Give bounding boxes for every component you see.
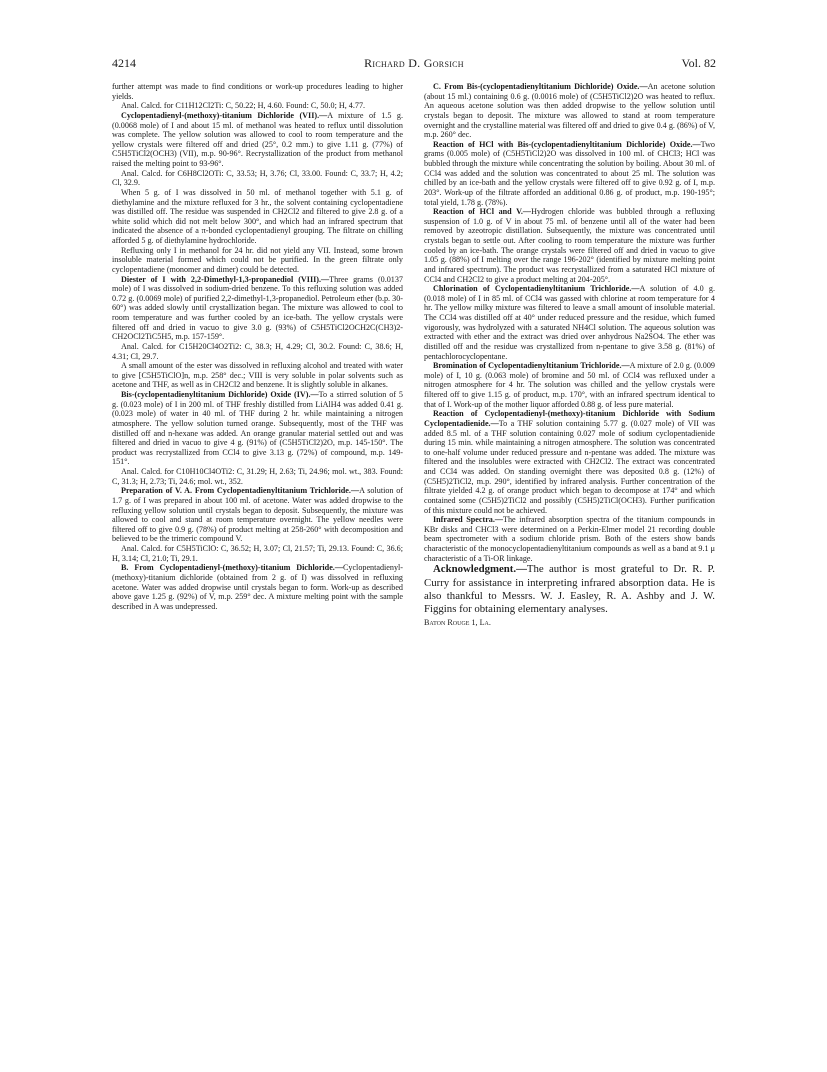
section-paragraph xyxy=(112,563,403,611)
section-body: An acetone solution (about 15 ml.) containing 0.6 g. (0.0016 mole) of (C5H5TiCl2)2O was heated to reflux. An aqueous acetone solution was then added dropwise to the yellow solution until crystals began to deposit. The mixture was allowed to stand at room temperature overnight and the crystalline material was filtered off and dried to give 0.4 g. (86%) of V, m.p. 260° dec. xyxy=(424,82,716,140)
section-paragraph xyxy=(112,275,403,342)
section-heading: Infrared Spectra.— xyxy=(433,515,504,525)
acknowledgment-body: The author is most grateful to Dr. R. P. Curry for assistance in interpreting infrared absorption data. He is also thankful to Messrs. W. J. Easley, R. A. Ashby and J. W. Figgins for obtaining elementary analyses. xyxy=(424,563,715,616)
section-heading: Bromination of Cyclopentadienyltitanium Trichloride.— xyxy=(433,361,630,371)
section-paragraph xyxy=(424,409,715,515)
analysis-paragraph: Anal. Calcd. for C10H10Cl4OTi2: C, 31.29; H, 2.63; Ti, 24.96; mol. wt., 383. Found: C, 31.3; H, 2.73; Ti, 24.6; mol. wt., 352. xyxy=(112,467,403,486)
volume-label: Vol. 82 xyxy=(681,56,716,70)
section-paragraph xyxy=(424,140,715,207)
section-heading: Reaction of HCl and V.— xyxy=(433,207,532,217)
analysis-paragraph: Anal. Calcd. for C6H8Cl2OTi: C, 33.53; H, 3.76; Cl, 33.00. Found: C, 33.7; H, 4.2; Cl, 32.9. xyxy=(112,168,403,188)
section-body: A mixture of 2.0 g. (0.009 mole) of I, 10 g. (0.063 mole) of bromine and 50 ml. of CCl4 was refluxed under a nitrogen atmosphere for 4 hr. The solution was chilled and the yellow crystals were filtered off to give 1.15 g. of product, m.p. 170°, with an infrared spectrum identical to that of I. Work-up of the mother liquor afforded 0.88 g. of less pure material. xyxy=(424,361,715,409)
acknowledgment xyxy=(424,563,715,616)
section-body: A solution of 1.7 g. of I was prepared in about 100 ml. of acetone. Water was added dropwise to the refluxing yellow solution until crystals began to deposit. Subsequently, the mixture was allowed to cool and stand at room temperature overnight. The yellow needles were filtered off to give 0.9 g. (78%) of product melting at 258-260° with decomposition and believed to be the trimeric compound V. xyxy=(112,486,404,544)
section-body: To a stirred solution of 5 g. (0.023 mole) of I in 200 ml. of THF freshly distilled from LiAlH4 was added 0.41 g. (0.023 mole) of water in 40 ml. of THF during 2 hr. while maintaining a nitrogen atmosphere. The yellow solution turned orange. Subsequently, most of the THF was distilled off and n-hexane was added. An orange granular material settled out and was filtered and dried in vacuo to give 4 g. (91%) of (C5H5TiCl2)2O, m.p. 145-150°. The product was recrystallized from CCl4 to give 3.13 g. (72%) of compound, m.p. 149-151°. xyxy=(112,390,403,467)
section-heading: B. From Cyclopentadienyl-(methoxy)-titanium Dichloride.— xyxy=(121,563,343,573)
section-paragraph xyxy=(112,390,403,467)
paragraph: further attempt was made to find conditions or work-up procedures leading to higher yields. xyxy=(112,82,403,101)
section-body: Three grams (0.0137 mole) of I was dissolved in sodium-dried benzene. To this refluxing solution was added 0.72 g. (0.0069 mole) of purified 2,2-dimethyl-1,3-propanediol. Petroleum ether (b.p. 30-60°) was added slowly until crystallization began. The mixture was allowed to cool to room temperature and was further cooled by an ice-bath. The yellow crystals were filtered off and dried in vacuo to give 3.0 g. (93%) of C5H5TiCl2OCH2C(CH3)2-CH2OCl2TiC5H5, m.p. 157-159°. xyxy=(112,274,403,342)
section-heading: C. From Bis-(cyclopentadienyltitanium Dichloride) Oxide.— xyxy=(433,82,648,91)
page-header xyxy=(112,56,716,70)
left-column xyxy=(112,82,403,611)
section-heading: Diester of I with 2,2-Dimethyl-1,3-propanediol (VIII).— xyxy=(121,274,330,284)
section-paragraph xyxy=(424,82,715,140)
section-paragraph xyxy=(424,207,715,284)
analysis-paragraph: Anal. Calcd. for C5H5TiClO: C, 36.52; H, 3.07; Cl, 21.57; Ti, 29.13. Found: C, 36.6; H, 3.14; Cl, 21.0; Ti, 29.1. xyxy=(112,544,403,563)
section-paragraph xyxy=(424,515,715,563)
section-body: A solution of 4.0 g. (0.018 mole) of I in 85 ml. of CCl4 was gassed with chlorine at room temperature for 4 hr. The yellow milky mixture was filtered to leave a small amount of insoluble material. The CCl4 was distilled off at 40° under reduced pressure and the residue, which fumed vigorously, was hydrolyzed with a saturated NH4Cl solution. The aqueous solution was extracted with ether and the extract was dried over anhydrous Na2SO4. The ether was distilled off and the residue was crystallized from n-pentane to give 3.58 g. (81%) of pentachlorocyclopentane. xyxy=(424,284,715,361)
paragraph: When 5 g. of I was dissolved in 50 ml. of methanol together with 5.1 g. of diethylamine and the mixture refluxed for 3 hr., the solvent containing cyclopentadiene was distilled off. The residue was suspended in CH2Cl2 and filtered to give 2.8 g. of a white solid which did not melt below 300°, and which had an infrared spectrum that indicated the absence of a π-bonded cyclopentadienyl grouping. The filtrate on chilling afforded 5 g. of diethylamine hydrochloride. xyxy=(112,187,403,245)
section-body: Hydrogen chloride was bubbled through a refluxing suspension of 1.0 g. of V in about 75 ml. of benzene until all of the water had been removed by azeotropic distillation. Subsequently, the mixture was concentrated until crystals began to settle out. After cooling to room temperature the mixture was further cooled by an ice-bath. The orange crystals were filtered off and dried in vacuo to give 1.05 g. (88%) of I melting over the range 196-202° (identified by mixture melting point and infrared spectrum). The product was recrystallized from a saturated HCl mixture of CCl4 and CH2Cl2 to give a product melting at 204-205°. xyxy=(424,207,715,284)
section-paragraph xyxy=(112,111,403,169)
section-paragraph xyxy=(112,486,403,544)
right-column xyxy=(424,82,715,629)
analysis-paragraph: Anal. Calcd. for C11H12Cl2Ti: C, 50.22; H, 4.60. Found: C, 50.0; H, 4.77. xyxy=(121,101,366,111)
paragraph: Refluxing only I in methanol for 24 hr. did not yield any VII. Instead, some brown insoluble material formed which could not be purified. In the green filtrate only cyclopentadiene (monomer and dimer) could be detected. xyxy=(112,245,403,274)
section-body: Cyclopentadienyl-(methoxy)-titanium dichloride (obtained from 2 g. of I) was dissolved in refluxing acetone. Water was added dropwise until crystals began to form. Work-up as described above gave 1.25 g. (92%) of V, m.p. 259° dec. A mixture melting point with the sample described in A was undepressed. xyxy=(112,563,403,611)
section-paragraph xyxy=(424,284,715,361)
section-paragraph xyxy=(424,361,715,409)
acknowledgment-heading: Acknowledgment.— xyxy=(433,563,527,576)
section-heading: Cyclopentadienyl-(methoxy)-titanium Dichloride (VII).— xyxy=(121,110,328,120)
section-body: The infrared absorption spectra of the titanium compounds in KBr disks and CHCl3 were determined on a Perkin-Elmer model 21 recording double beam spectrometer with a sodium chloride prism. Both of the esters show bands characteristic of the monocyclopentadienyltitanium compounds as well as a band at 9.1 μ characteristic of a Ti-OR linkage. xyxy=(424,515,715,563)
section-heading: Reaction of HCl with Bis-(cyclopentadienyltitanium Dichloride) Oxide.— xyxy=(433,139,701,149)
section-heading: Preparation of V. A. From Cyclopentadienyltitanium Trichloride.— xyxy=(121,486,360,496)
section-heading: Bis-(cyclopentadienyltitanium Dichloride) Oxide (IV).— xyxy=(121,390,319,399)
author-location: Baton Rouge 1, La. xyxy=(424,618,491,628)
section-heading: Reaction of Cyclopentadienyl-(methoxy)-titanium Dichloride with Sodium Cyclopentadienide.— xyxy=(424,409,715,428)
section-heading: Chlorination of Cyclopentadienyltitanium Trichloride.— xyxy=(433,284,640,294)
section-body: A mixture of 1.5 g. (0.0068 mole) of I and about 15 ml. of methanol was heated to reflux until dissolution was complete. The yellow solution was allowed to cool to room temperature and the yellow crystals were filtered off and dried (25°, 0.2 mm.) to give 1.11 g. (77%) of C5H5TiCl2(OCH3) (VII), m.p. 90-96°. Recrystallization of the product from methanol raised the melting point to 93-96°. xyxy=(112,110,403,168)
analysis-paragraph: Anal. Calcd. for C15H20Cl4O2Ti2: C, 38.3; H, 4.29; Cl, 30.2. Found: C, 38.6; H, 4.31; Cl, 29.7. xyxy=(112,341,403,361)
paragraph: A small amount of the ester was dissolved in refluxing alcohol and treated with water to give [C5H5TiClO]n, m.p. 258° dec.; VIII is very soluble in polar solvents such as acetone and THF, as well as in CH2Cl2 and benzene. It is slightly soluble in alkanes. xyxy=(112,361,403,390)
page-number: 4214 xyxy=(112,56,136,70)
section-body: To a THF solution containing 5.77 g. (0.027 mole) of VII was added 8.5 ml. of a THF solution containing 0.027 mole of sodium cyclopentadienide during 15 min. while maintaining a nitrogen atmosphere. The solution was concentrated to one-half volume under reduced pressure and n-pentane was added. The mixture was filtered and the insolubles were extracted with CH2Cl2. The extract was concentrated and CCl4 was added. On standing overnight there was deposited 0.8 g. (12%) of (C5H5)2TiCl2, m.p. 290°, identified by infrared analysis. Further concentration of the filtrate yielded 4.2 g. of orange product which began to decompose at 174° and which contained some (C5H5)2TiCl2 and possibly (C5H5)2TiCl(OCH3). Further purification of this mixture could not be achieved. xyxy=(424,418,715,515)
section-body: Two grams (0.005 mole) of (C5H5TiCl2)2O was dissolved in 100 ml. of CHCl3; HCl was bubbled through the mixture while concentrating the solution by boiling. About 30 ml. of CCl4 was added and the solution was concentrated to about 25 ml. The solution was chilled by an ice-bath and the yellow crystals were filtered off to give 0.92 g. of I, m.p. 203°. Work-up of the filtrate afforded an additional 0.86 g. of product, m.p. 190-195°; total yield, 1.78 g. (78%). xyxy=(424,139,715,207)
running-author: Richard D. Gorsich xyxy=(364,56,464,70)
